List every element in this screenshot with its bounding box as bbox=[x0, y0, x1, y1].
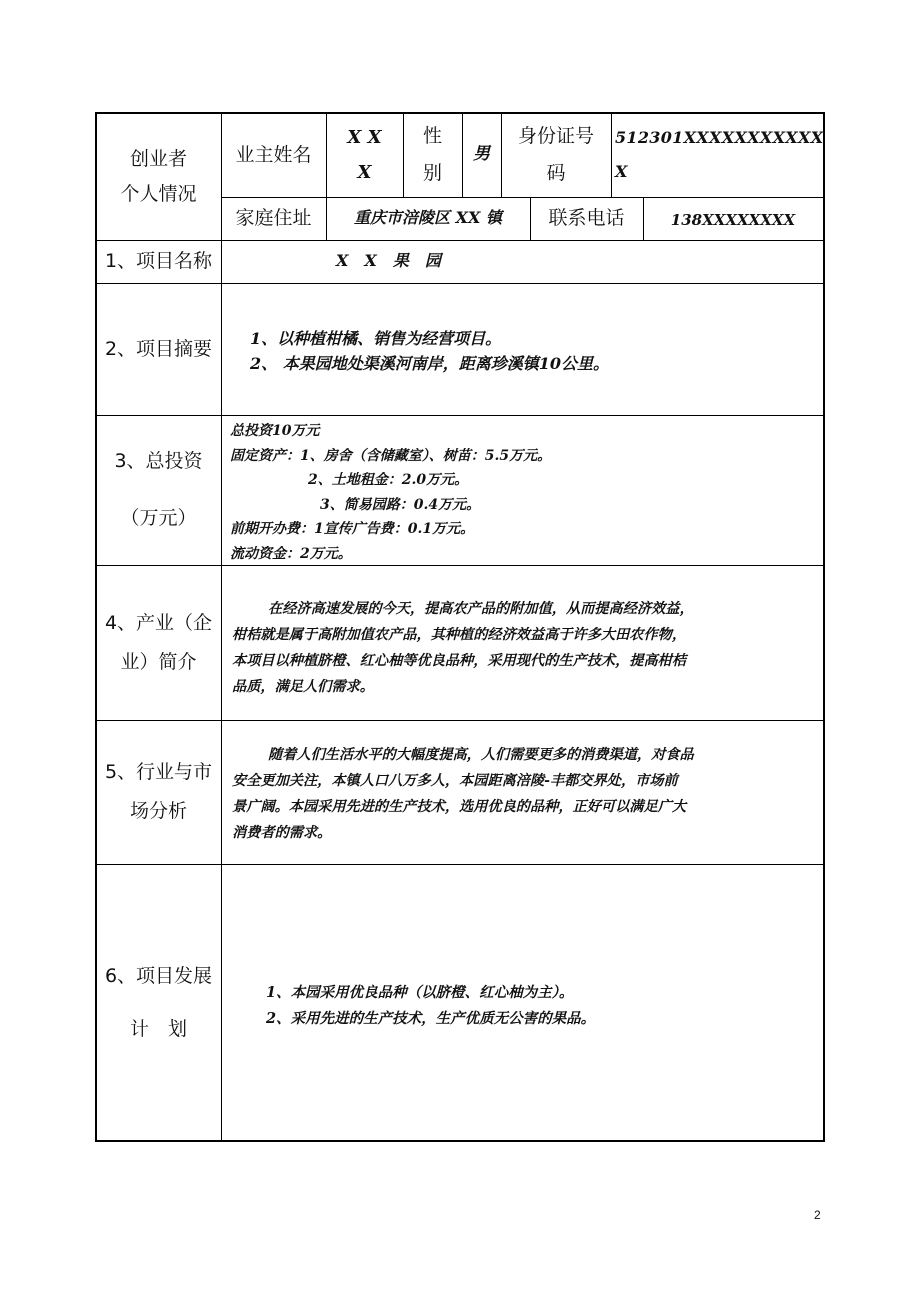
owner-name-label: 业主姓名 bbox=[235, 143, 312, 166]
plan-label-line: 计 划 bbox=[129, 1017, 187, 1040]
project-name-label: 1、项目名称 bbox=[104, 250, 213, 273]
market-line: 随着人们生活水平的大幅度提高，人们需要更多的消费渠道，对食品 bbox=[268, 747, 694, 763]
gender-label-line: 别 bbox=[422, 162, 442, 184]
id-label-line: 身份证号 bbox=[517, 125, 594, 148]
investment-text bbox=[230, 419, 820, 566]
id-value-line: X bbox=[615, 162, 628, 181]
market-label-line: 场分析 bbox=[129, 800, 187, 822]
investment-label-line: 3、总投资 bbox=[114, 450, 203, 473]
owner-name-line: X bbox=[357, 162, 372, 183]
gender-value: 男 bbox=[473, 144, 490, 165]
column-divider bbox=[611, 113, 612, 198]
id-label-line: 码 bbox=[546, 162, 566, 184]
industry-label-line: 业）简介 bbox=[120, 650, 197, 673]
id-value-line: 512301XXXXXXXXXXX bbox=[615, 127, 824, 147]
plan-label-line: 6、项目发展 bbox=[104, 964, 213, 987]
section-label-line: 个人情况 bbox=[120, 182, 197, 205]
investment-label-line: （万元） bbox=[120, 507, 197, 529]
project-summary-text bbox=[250, 326, 810, 376]
address-value: 重庆市涪陵区 XX 镇 bbox=[354, 208, 502, 228]
investment-line: 总投资10万元 bbox=[230, 423, 320, 439]
industry-line: 本项目以种植脐橙、红心柚等优良品种，采用现代的生产技术，提高柑桔 bbox=[232, 653, 687, 669]
industry-line: 在经济高速发展的今天，提高农产品的附加值，从而提高经济效益， bbox=[268, 601, 694, 617]
gender-label bbox=[403, 113, 462, 197]
industry-line: 柑桔就是属于高附加值农产品，其种植的经济效益高于许多大田农作物， bbox=[232, 627, 687, 643]
market-label-line: 5、行业与市 bbox=[104, 761, 213, 784]
investment-line: 前期开办费：1宣传广告费：0.1万元。 bbox=[230, 521, 475, 537]
summary-line: 2、 本果园地处渠溪河南岸，距离珍溪镇10公里。 bbox=[250, 354, 609, 373]
investment-label bbox=[96, 415, 221, 565]
address-label: 家庭住址 bbox=[235, 207, 312, 230]
owner-name-line: X X bbox=[347, 126, 382, 148]
phone-value: 138XXXXXXXX bbox=[670, 211, 796, 229]
section-label-line: 创业者 bbox=[129, 147, 187, 170]
section-label-entrepreneur bbox=[96, 113, 221, 240]
id-number-value bbox=[615, 113, 823, 197]
summary-line: 1、以种植柑橘、销售为经营项目。 bbox=[250, 329, 502, 348]
phone-label: 联系电话 bbox=[548, 207, 625, 230]
project-summary-label: 2、项目摘要 bbox=[104, 337, 213, 360]
market-line: 安全更加关注，本镇人口八万多人，本园距离涪陵-丰都交界处，市场前 bbox=[232, 773, 678, 789]
market-analysis-label bbox=[96, 720, 221, 864]
gender-label-line: 性 bbox=[422, 125, 442, 148]
market-line: 景广阔。本园采用先进的生产技术，选用优良的品种，正好可以满足广大 bbox=[232, 799, 687, 815]
project-name-value: X X 果 园 bbox=[336, 251, 441, 271]
market-analysis-text bbox=[232, 742, 817, 846]
column-divider bbox=[221, 113, 222, 1141]
plan-line: 2、采用先进的生产技术，生产优质无公害的果品。 bbox=[266, 1010, 596, 1027]
investment-line: 2、土地租金：2.0万元。 bbox=[308, 472, 469, 488]
industry-intro-label bbox=[96, 565, 221, 720]
industry-label-line: 4、产业（企 bbox=[104, 611, 213, 634]
market-line: 消费者的需求。 bbox=[232, 825, 332, 841]
development-plan-text bbox=[266, 980, 816, 1032]
plan-line: 1、本园采用优良品种（以脐橙、红心柚为主）。 bbox=[266, 984, 574, 1001]
industry-intro-text bbox=[232, 596, 817, 700]
investment-line: 流动资金：2万元。 bbox=[230, 545, 352, 562]
investment-line: 3、简易园路：0.4万元。 bbox=[320, 496, 481, 513]
page-number: 2 bbox=[814, 1208, 821, 1222]
owner-name-value bbox=[326, 113, 403, 197]
industry-line: 品质，满足人们需求。 bbox=[232, 679, 374, 695]
development-plan-label bbox=[96, 864, 221, 1141]
id-number-label bbox=[501, 113, 611, 197]
investment-line: 固定资产：1、房舍（含储藏室）、树苗：5.5万元。 bbox=[230, 447, 552, 464]
